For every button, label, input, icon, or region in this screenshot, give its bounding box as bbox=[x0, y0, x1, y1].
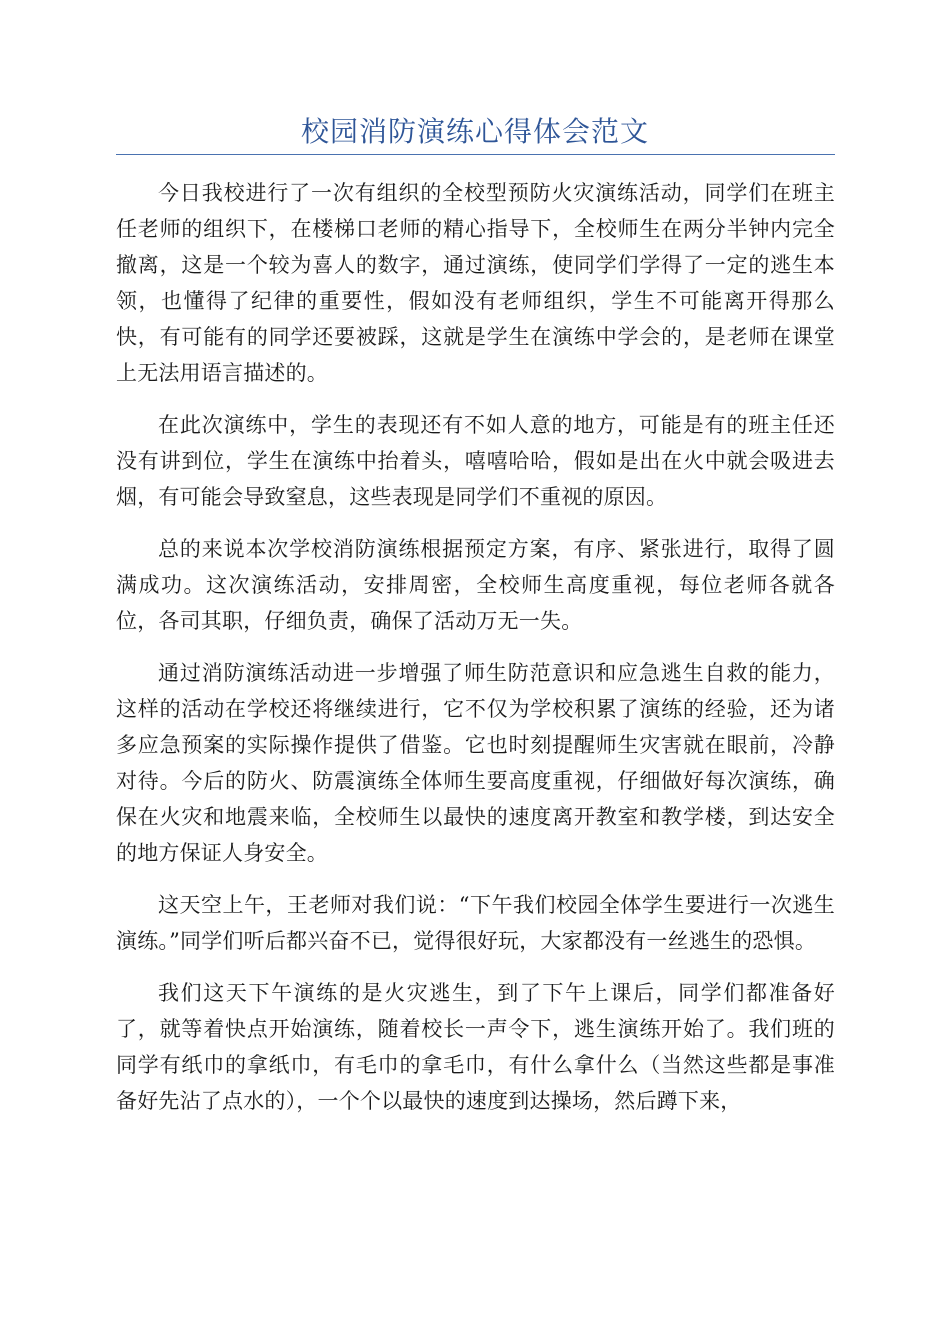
paragraph-5: 这天空上午，王老师对我们说：“下午我们校园全体学生要进行一次逃生演练。”同学们听后都兴奋不已，觉得很好玩，大家都没有一丝逃生的恐惧。 bbox=[116, 893, 835, 953]
paragraph-4: 通过消防演练活动进一步增强了师生防范意识和应急逃生自救的能力，这样的活动在学校还将继续进行，它不仅为学校积累了演练的经验，还为诸多应急预案的实际操作提供了借鉴。它也时刻提醒师生灾害就在眼前，冷静对待。今后的防火、防震演练全体师生要高度重视，仔细做好每次演练，确保在火灾和地震来临，全校师生以最快的速度离开教室和教学楼，到达安全的地方保证人身安全。 bbox=[116, 661, 835, 865]
document-title: 校园消防演练心得体会范文 bbox=[300, 115, 649, 148]
paragraph-1: 今日我校进行了一次有组织的全校型预防火灾演练活动，同学们在班主任老师的组织下，在楼梯口老师的精心指导下，全校师生在两分半钟内完全撤离，这是一个较为喜人的数字，通过演练，使同学们学得了一定的逃生本领，也懂得了纪律的重要性，假如没有老师组织，学生不可能离开得那么快，有可能有的同学还要被踩，这就是学生在演练中学会的，是老师在课堂上无法用语言描述的。 bbox=[116, 181, 835, 385]
title-underline bbox=[116, 154, 835, 155]
paragraph-6: 我们这天下午演练的是火灾逃生，到了下午上课后，同学们都准备好了，就等着快点开始演练，随着校长一声令下，逃生演练开始了。我们班的同学有纸巾的拿纸巾，有毛巾的拿毛巾，有什么拿什么（当然这些都是事准备好先沾了点水的），一个个以最快的速度到达操场，然后蹲下来， bbox=[116, 981, 835, 1113]
document-body bbox=[116, 175, 835, 1135]
paragraph-3: 总的来说本次学校消防演练根据预定方案，有序、紧张进行，取得了圆满成功。这次演练活动，安排周密，全校师生高度重视，每位老师各就各位，各司其职，仔细负责，确保了活动万无一失。 bbox=[116, 537, 835, 633]
paragraph-2: 在此次演练中，学生的表现还有不如人意的地方，可能是有的班主任还没有讲到位，学生在演练中抬着头，嘻嘻哈哈，假如是出在火中就会吸进去烟，有可能会导致窒息，这些表现是同学们不重视的原因。 bbox=[116, 413, 835, 509]
